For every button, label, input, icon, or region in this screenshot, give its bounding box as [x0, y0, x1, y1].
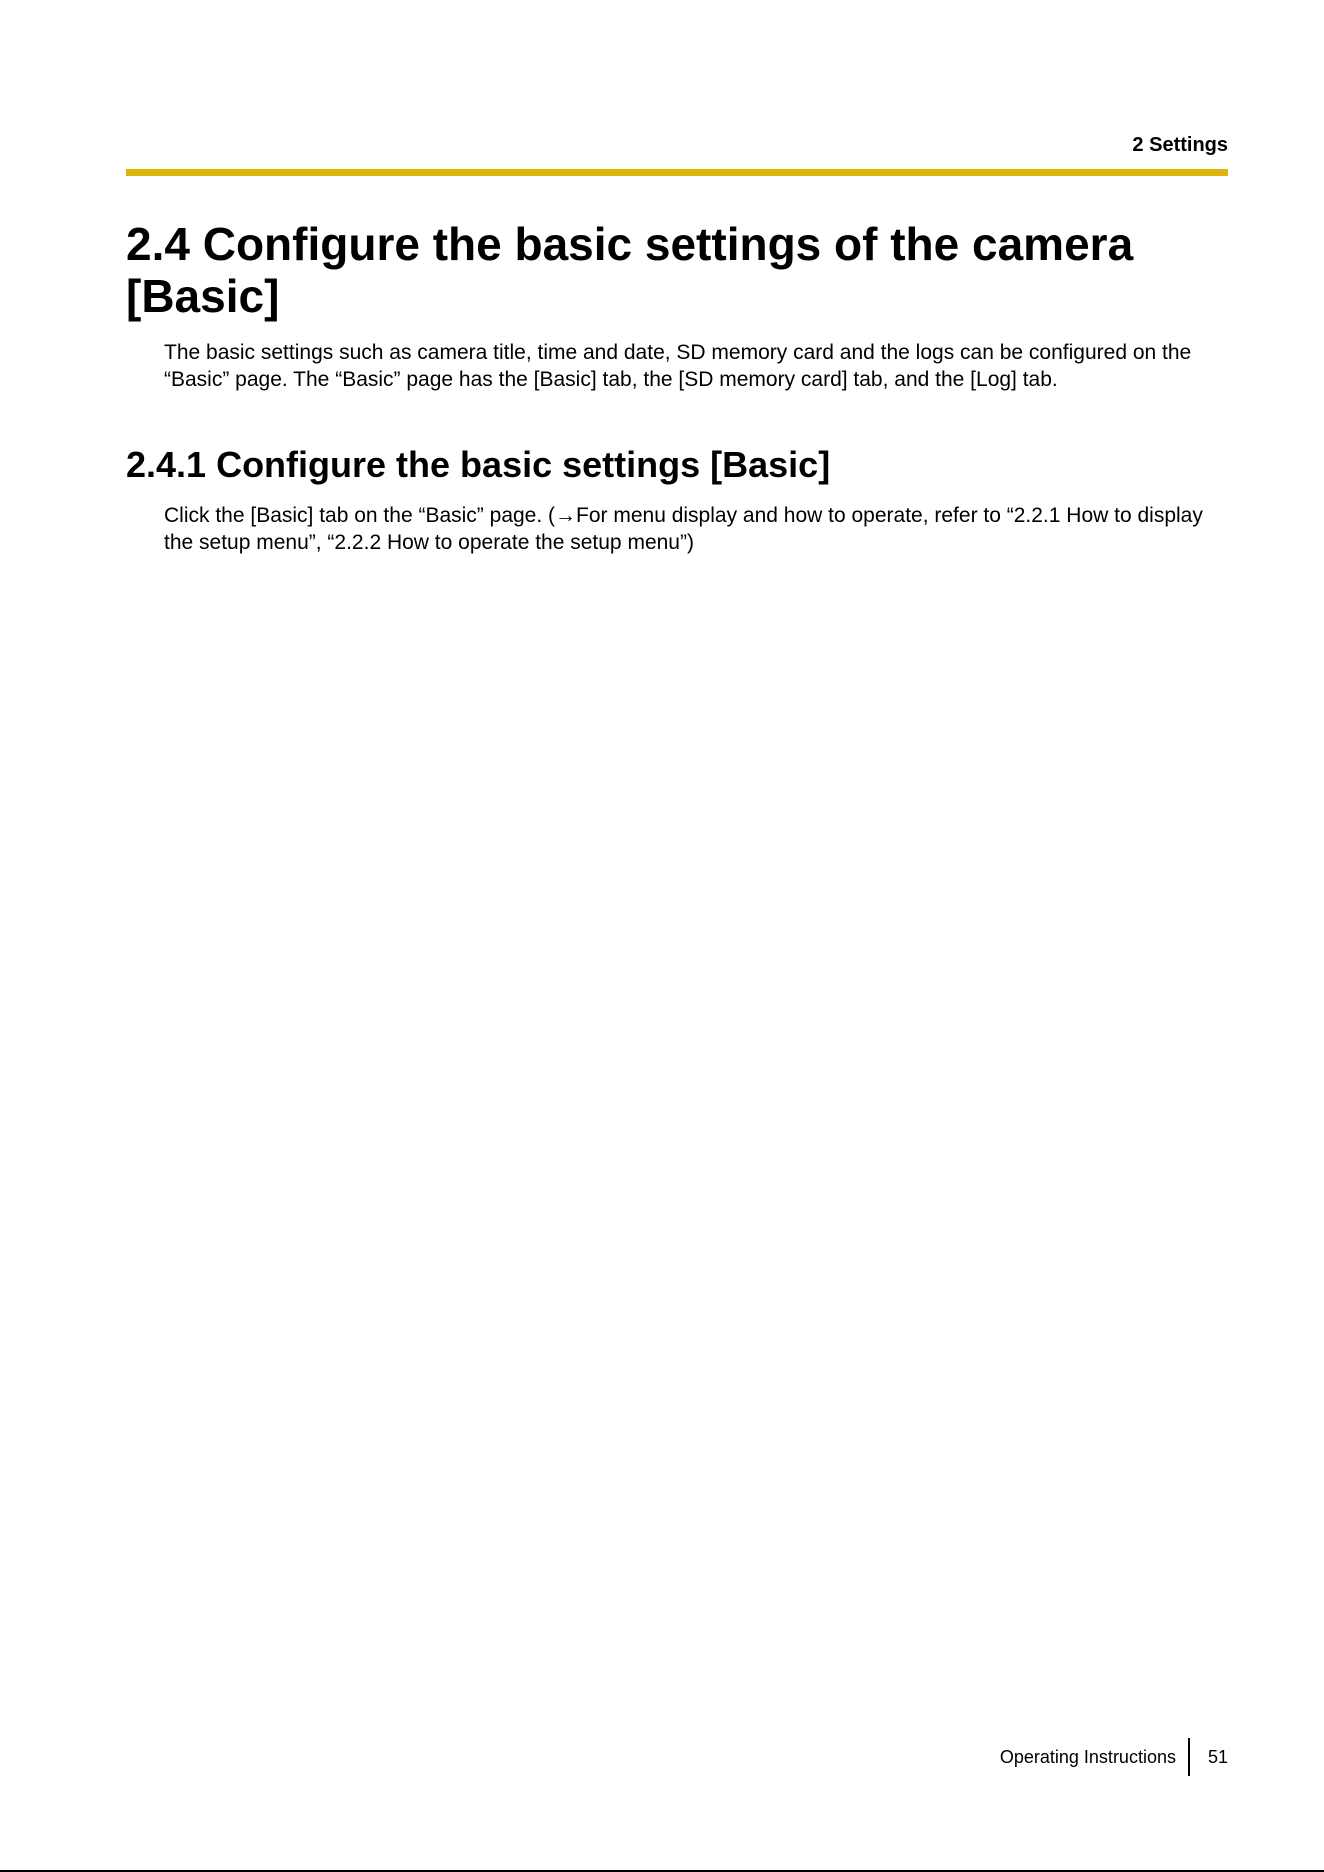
- running-header: 2 Settings: [1132, 134, 1228, 156]
- document-name: Operating Instructions: [999, 1746, 1176, 1767]
- footer-divider: [1188, 1738, 1190, 1776]
- page-footer: [1000, 1737, 1228, 1777]
- subsection-title: 2.4.1 Configure the basic settings [Basic]: [126, 444, 831, 485]
- header-rule: [126, 169, 1228, 176]
- section-intro: The basic settings such as camera title, time and date, SD memory card and the logs can be configured on the “Basic” page. The “Basic” page has the [Basic] tab, the [SD memory card] tab, and the [Log] tab.: [164, 341, 1192, 391]
- section-title: 2.4 Configure the basic settings of the camera [Basic]: [126, 218, 1134, 322]
- subsection-intro: Click the [Basic] tab on the “Basic” page. (→For menu display and how to operate, refer to “2.2.1 How to display the setup menu”, “2.2.2 How to operate the setup menu”): [164, 504, 1203, 554]
- page-number: 51: [1207, 1746, 1228, 1767]
